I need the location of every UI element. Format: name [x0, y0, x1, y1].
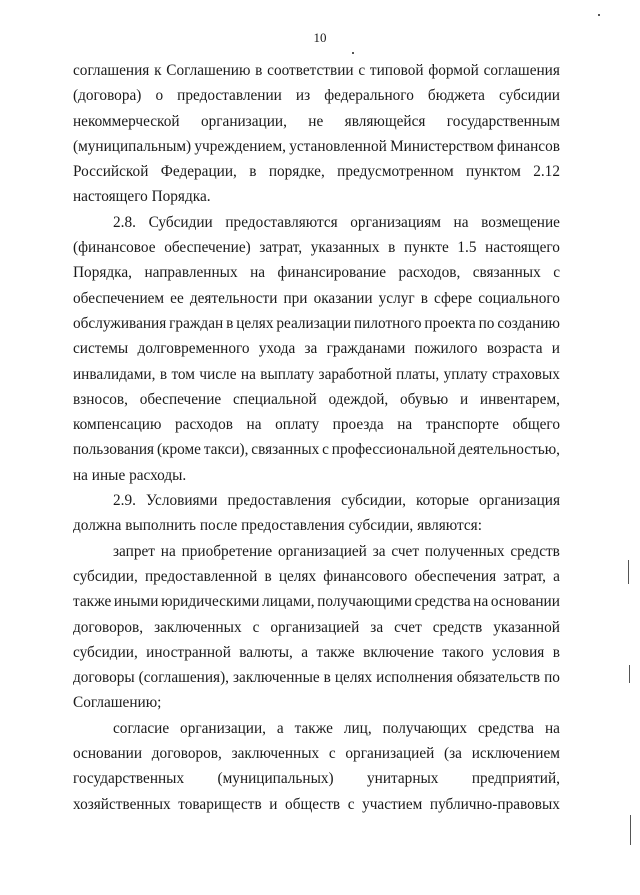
- word: в: [323, 669, 331, 687]
- word: оказании: [313, 289, 373, 307]
- text-line: [73, 412, 560, 437]
- word: получающими: [317, 593, 412, 611]
- word: хозяйственных: [73, 795, 171, 813]
- word: деятельностью,: [458, 441, 560, 459]
- word: организацией: [277, 542, 367, 560]
- text-line: [73, 513, 560, 538]
- word: 2.12: [533, 163, 560, 181]
- word: (договора): [73, 87, 142, 105]
- word: (муниципальным): [73, 137, 192, 155]
- word: проекта: [424, 314, 476, 332]
- text-line: [73, 260, 560, 285]
- word: связанных: [472, 264, 541, 282]
- word: взносов,: [73, 390, 128, 408]
- word: предоставления: [227, 492, 332, 510]
- word: с: [328, 745, 336, 763]
- scan-artifact: [630, 815, 631, 845]
- word: расходов: [175, 416, 233, 434]
- word: обеспечением: [73, 289, 165, 307]
- word: предусмотренном: [337, 163, 454, 181]
- word: пилотного: [354, 314, 422, 332]
- word: и: [269, 795, 278, 813]
- word: соответствии: [267, 62, 354, 79]
- word: в: [552, 643, 560, 661]
- word: и: [459, 390, 469, 408]
- word: в: [264, 567, 272, 585]
- word: иными: [113, 593, 159, 611]
- word: с: [358, 62, 366, 79]
- word: из: [295, 87, 311, 105]
- word: приобретение: [181, 542, 273, 560]
- word: организацией: [345, 745, 435, 763]
- word: настоящего: [485, 239, 560, 257]
- word: субсидии,: [73, 567, 138, 585]
- word: (соглашения),: [138, 669, 230, 687]
- word: обувью: [400, 390, 449, 408]
- word: не: [308, 112, 324, 130]
- text-line: [73, 387, 560, 412]
- word: сфере: [434, 289, 473, 307]
- scan-artifact: [629, 665, 630, 683]
- line-text: должна выполнить после предоставления субсидии, являются:: [73, 517, 482, 535]
- word: общего: [512, 416, 560, 434]
- word: в: [255, 62, 263, 79]
- word: заключенные: [233, 669, 320, 687]
- text-line: [73, 463, 560, 488]
- word: соглашения: [483, 62, 560, 79]
- word: организациям: [350, 213, 441, 231]
- word: реализации: [276, 314, 352, 332]
- word: на: [453, 213, 469, 231]
- word: бюджета: [427, 87, 485, 105]
- word: 2.8.: [113, 213, 136, 231]
- word: целях: [236, 314, 274, 332]
- word: о: [155, 87, 164, 105]
- word: с: [553, 264, 560, 282]
- text-line: [73, 311, 560, 336]
- word: профессиональной: [331, 441, 456, 459]
- word: государственным: [446, 112, 560, 130]
- word: валюты,: [239, 643, 293, 661]
- word: также: [294, 719, 333, 737]
- word: проезда: [332, 416, 384, 434]
- word: организации,: [200, 112, 287, 130]
- word: с: [322, 441, 329, 459]
- word: за: [372, 542, 386, 560]
- word: инвентарем,: [479, 390, 560, 408]
- word: в: [249, 163, 257, 181]
- word: средств: [432, 618, 483, 636]
- word: обеспечения: [414, 567, 497, 585]
- word: за: [370, 618, 384, 636]
- word: том: [171, 365, 195, 383]
- word: и: [551, 340, 560, 358]
- text-line: [73, 83, 560, 108]
- word: с: [347, 795, 355, 813]
- word: участием: [362, 795, 423, 813]
- word: заключенных: [154, 618, 242, 636]
- word: средства: [414, 593, 471, 611]
- word: на: [240, 365, 256, 383]
- word: направленных: [144, 264, 238, 282]
- word: за: [304, 340, 318, 358]
- word: на: [246, 416, 262, 434]
- word: социального: [478, 289, 560, 307]
- document-body: [73, 58, 560, 817]
- word: формой: [428, 62, 479, 79]
- word: юридическими: [161, 593, 260, 611]
- text-line: [73, 235, 560, 260]
- word: возраста: [486, 340, 543, 358]
- word: одеждой,: [328, 390, 389, 408]
- text-line: [73, 134, 560, 159]
- word: Министерством: [390, 137, 494, 155]
- text-line: [73, 690, 560, 715]
- word: инвалидами,: [73, 365, 156, 383]
- word: к: [154, 62, 162, 79]
- word: (за: [444, 745, 462, 763]
- word: компенсацию: [73, 416, 162, 434]
- text-line: [73, 539, 560, 564]
- text-line: [73, 437, 560, 462]
- word: страховых: [491, 365, 560, 383]
- text-line: [73, 109, 560, 134]
- word: некоммерческой: [73, 112, 180, 130]
- word: (финансовое: [73, 239, 156, 257]
- word: исполнения: [376, 669, 453, 687]
- word: финансирование: [277, 264, 387, 282]
- word: также: [316, 643, 355, 661]
- word: Федерации,: [160, 163, 237, 181]
- word: организацией: [270, 618, 360, 636]
- text-line: [73, 210, 560, 235]
- word: (кроме: [156, 441, 201, 459]
- word: на: [250, 264, 266, 282]
- word: организации,: [180, 719, 266, 737]
- word: указанной: [493, 618, 560, 636]
- word: заработной: [318, 365, 392, 383]
- word: такого: [442, 643, 484, 661]
- text-line: [73, 564, 560, 589]
- text-line: [73, 741, 560, 766]
- word: предоставлении: [177, 87, 282, 105]
- word: финансов: [497, 137, 560, 155]
- word: обеспечение: [139, 390, 222, 408]
- word: Субсидии: [148, 213, 213, 231]
- text-line: [73, 640, 560, 665]
- word: соглашения: [73, 62, 150, 79]
- scan-artifact: [352, 52, 354, 54]
- word: договоров,: [73, 618, 144, 636]
- word: на: [473, 593, 489, 611]
- word: счет: [391, 542, 420, 560]
- word: включение: [363, 643, 434, 661]
- word: Условиями: [146, 492, 218, 510]
- word: возмещение: [481, 213, 560, 231]
- text-line: [73, 362, 560, 387]
- word: субсидии,: [341, 492, 406, 510]
- word: типовой: [369, 62, 424, 79]
- word: субсидии,: [73, 643, 138, 661]
- word: полученных: [424, 542, 505, 560]
- text-line: [73, 766, 560, 791]
- word: граждан: [169, 314, 224, 332]
- word: запрет: [113, 542, 155, 560]
- text-line: [73, 58, 560, 83]
- word: а: [301, 643, 309, 661]
- word: предоставленной: [144, 567, 258, 585]
- word: уплату: [443, 365, 488, 383]
- text-line: [73, 716, 560, 741]
- word: на: [397, 416, 413, 434]
- text-line: [73, 184, 560, 209]
- word: а: [553, 567, 560, 585]
- word: которые: [415, 492, 469, 510]
- word: ее: [170, 289, 184, 307]
- word: по: [544, 669, 560, 687]
- word: также: [73, 593, 112, 611]
- word: исключением: [471, 745, 560, 763]
- word: федерального: [324, 87, 414, 105]
- word: обеспечение): [164, 239, 251, 257]
- word: затрат,: [259, 239, 303, 257]
- word: в: [388, 239, 396, 257]
- word: порядке,: [268, 163, 325, 181]
- word: в: [226, 314, 234, 332]
- word: при: [283, 289, 308, 307]
- text-line: [73, 286, 560, 311]
- word: связанных: [251, 441, 320, 459]
- word: основании: [490, 593, 560, 611]
- word: в: [159, 365, 168, 383]
- word: государственных: [73, 770, 185, 788]
- word: платы,: [396, 365, 440, 383]
- word: созданию: [497, 314, 560, 332]
- word: согласие: [113, 719, 170, 737]
- text-line: [73, 159, 560, 184]
- word: основании: [73, 745, 143, 763]
- word: Порядка,: [73, 264, 132, 282]
- word: обществ: [285, 795, 341, 813]
- word: ухода: [258, 340, 296, 358]
- word: учреждением,: [194, 137, 286, 155]
- word: получающих: [382, 719, 468, 737]
- word: по: [478, 314, 495, 332]
- word: организация: [479, 492, 560, 510]
- word: долговременного: [137, 340, 250, 358]
- word: пункте: [404, 239, 449, 257]
- word: на: [160, 542, 176, 560]
- word: системы: [73, 340, 129, 358]
- text-line: [73, 665, 560, 690]
- word: счет: [394, 618, 422, 636]
- word: установленной: [289, 137, 387, 155]
- word: средств: [510, 542, 560, 560]
- line-text: на иные расходы.: [73, 466, 187, 484]
- scan-artifact: [628, 560, 629, 584]
- word: числе: [199, 365, 237, 383]
- word: 2.9.: [113, 492, 136, 510]
- word: оплату: [275, 416, 320, 434]
- word: публично-правовых: [429, 795, 560, 813]
- word: пожилого: [414, 340, 478, 358]
- word: лиц,: [343, 719, 372, 737]
- word: целях: [278, 567, 317, 585]
- word: а: [276, 719, 284, 737]
- word: указанных: [310, 239, 380, 257]
- line-text: Соглашению;: [73, 694, 162, 712]
- word: заключенных: [231, 745, 320, 763]
- word: гражданами: [326, 340, 406, 358]
- word: товариществ: [178, 795, 262, 813]
- word: обслуживания: [73, 314, 167, 332]
- word: средства: [477, 719, 535, 737]
- scan-artifact: [598, 14, 600, 16]
- word: Соглашению: [166, 62, 251, 79]
- text-line: [73, 589, 560, 614]
- word: являющейся: [344, 112, 426, 130]
- page-number: 10: [313, 30, 327, 45]
- text-line: [73, 336, 560, 361]
- word: на: [544, 719, 560, 737]
- word: 1.5: [457, 239, 477, 257]
- word: условия: [492, 643, 545, 661]
- word: транспорте: [425, 416, 499, 434]
- line-text: настоящего Порядка.: [73, 188, 211, 206]
- word: такси),: [203, 441, 249, 459]
- word: с: [252, 618, 260, 636]
- text-line: [73, 488, 560, 513]
- word: целях: [334, 669, 373, 687]
- word: выплату: [260, 365, 315, 383]
- text-line: [73, 792, 560, 817]
- word: унитарных: [367, 770, 439, 788]
- text-line: [73, 615, 560, 640]
- word: Российской: [73, 163, 149, 181]
- word: деятельности: [189, 289, 278, 307]
- word: иностранной: [146, 643, 231, 661]
- word: затрат,: [503, 567, 547, 585]
- word: предприятий,: [471, 770, 560, 788]
- word: пользования: [73, 441, 155, 459]
- word: услуг: [378, 289, 415, 307]
- word: лицами,: [262, 593, 315, 611]
- word: в: [420, 289, 428, 307]
- word: расходов,: [398, 264, 461, 282]
- word: предоставляются: [225, 213, 338, 231]
- word: финансового: [323, 567, 408, 585]
- word: обязательств: [456, 669, 541, 687]
- word: (муниципальных): [217, 770, 334, 788]
- word: договоров,: [151, 745, 222, 763]
- word: пунктом: [466, 163, 521, 181]
- word: субсидии: [499, 87, 560, 105]
- word: договоры: [73, 669, 135, 687]
- word: специальной: [232, 390, 317, 408]
